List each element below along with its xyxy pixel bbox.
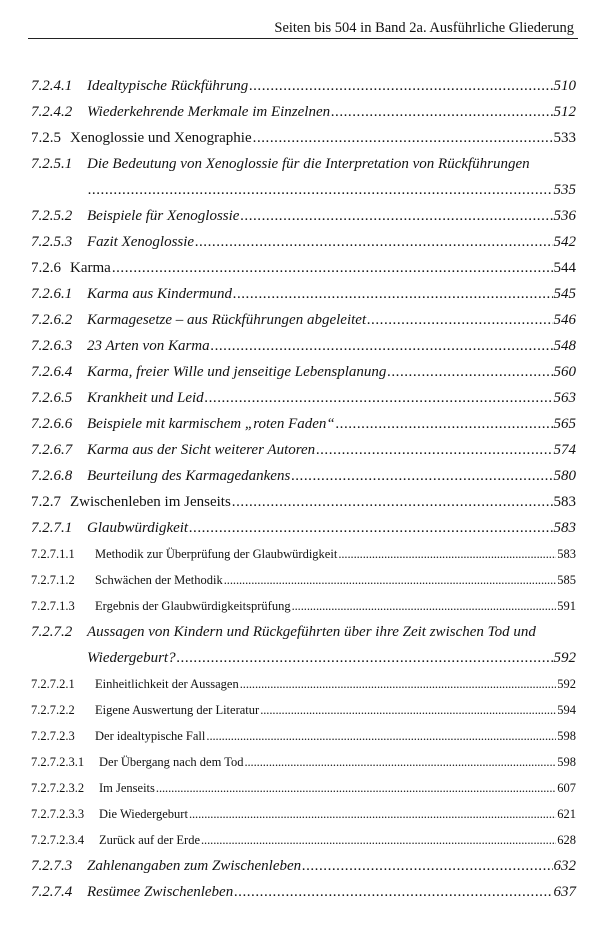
toc-entry[interactable] [31,281,576,307]
toc-entry[interactable] [31,229,576,255]
toc-entry[interactable] [31,723,576,749]
toc-page-number: 598 [557,755,576,769]
dot-leader [331,99,552,125]
toc-number: 7.2.7.2.3 [31,729,75,743]
toc-title: Der idealtypische Fall [95,729,206,743]
toc-entry[interactable] [31,333,576,359]
dot-leader [260,697,556,723]
toc-number: 7.2.4.2 [31,104,73,120]
toc-page-number: 592 [557,677,576,691]
toc-entry[interactable] [31,203,576,229]
toc-entry[interactable] [31,411,576,437]
dot-leader [206,723,556,749]
toc-title: Zahlenangaben zum Zwischenleben [87,858,302,874]
toc-entry[interactable] [31,125,576,151]
toc-page-number: 560 [553,364,576,380]
toc-number: 7.2.5 [31,130,61,146]
toc-title: Glaubwürdigkeit [87,520,189,536]
toc-number: 7.2.7 [31,494,61,510]
toc-page-number: 592 [553,650,576,666]
toc-title: Krankheit und Leid [87,390,204,406]
toc-page-number: 563 [553,390,576,406]
toc-entry[interactable] [31,515,576,541]
dot-leader [177,645,553,671]
dot-leader [336,411,553,437]
toc-page-number: 545 [553,286,576,302]
dot-leader [156,775,556,801]
toc-page-number: 598 [557,729,576,743]
toc-number: 7.2.6.4 [31,364,73,380]
toc-page-number: 535 [553,182,576,198]
toc-page-number: 533 [553,130,576,146]
dot-leader [249,73,552,99]
toc-entry[interactable] [31,827,576,853]
toc-title: Eigene Auswertung der Literatur [95,703,260,717]
toc-number: 7.2.6.5 [31,390,73,406]
dot-leader [240,203,552,229]
toc-page-number: 583 [557,547,576,561]
dot-leader [112,255,553,281]
dot-leader [292,593,557,619]
toc-page-number: 628 [557,833,576,847]
toc-title: Karma [70,260,111,276]
toc-page-number: 510 [553,78,576,94]
toc-number: 7.2.6.7 [31,442,73,458]
dot-leader [302,853,552,879]
toc-number: 7.2.7.2.3.2 [31,781,85,795]
toc-entry[interactable] [31,853,576,879]
toc-number: 7.2.6.1 [31,286,73,302]
toc-number: 7.2.7.1.1 [31,547,75,561]
toc-entry[interactable] [31,541,576,567]
toc-page-number: 637 [553,884,576,900]
dot-leader [201,827,556,853]
dot-leader [367,307,552,333]
toc-entry[interactable] [31,359,576,385]
toc-page-number: 546 [553,312,576,328]
toc-title: Fazit Xenoglossie [87,234,195,250]
toc-title: Methodik zur Überprüfung der Glaubwürdigkeit [95,547,338,561]
toc-entry[interactable] [31,619,576,671]
dot-leader [224,567,557,593]
toc-number: 7.2.6.8 [31,468,73,484]
toc-title: Karma, freier Wille und jenseitige Lebensplanung [87,364,387,380]
toc-page-number: 621 [557,807,576,821]
toc-number: 7.2.6 [31,260,61,276]
toc-page-number: 594 [557,703,576,717]
toc-title: Der Übergang nach dem Tod [99,755,244,769]
dot-leader [387,359,552,385]
toc-page-number: 574 [553,442,576,458]
toc-number: 7.2.5.1 [31,156,73,172]
toc-entry[interactable] [31,385,576,411]
toc-entry[interactable] [31,151,576,203]
toc-number: 7.2.7.1.3 [31,599,75,613]
toc-page-number: 548 [553,338,576,354]
toc-number: 7.2.7.2 [31,624,73,640]
toc-entry[interactable] [31,73,576,99]
toc-title: Die Bedeutung von Xenoglossie für die Interpretation von Rückführungen [87,156,530,172]
toc-number: 7.2.7.4 [31,884,73,900]
toc-page-number: 583 [553,520,576,536]
dot-leader [211,333,553,359]
toc-title: Einheitlichkeit der Aussagen [95,677,239,691]
toc-title: Beispiele für Xenoglossie [87,208,240,224]
toc-entry[interactable] [31,463,576,489]
dot-leader [233,281,552,307]
toc-number: 7.2.7.2.3.4 [31,833,85,847]
toc-page-number: 607 [557,781,576,795]
toc-page-number: 632 [553,858,576,874]
toc-title: Zwischenleben im Jenseits [70,494,231,510]
toc-title: Schwächen der Methodik [95,573,223,587]
dot-leader [88,177,553,203]
toc-page-number: 536 [553,208,576,224]
toc-title: Beispiele mit karmischem „roten Faden“ [87,416,335,432]
toc-entry[interactable] [31,593,576,619]
toc-entry[interactable] [31,567,576,593]
toc-number: 7.2.7.2.3.1 [31,755,85,769]
toc-number: 7.2.7.2.1 [31,677,75,691]
toc-title: Karma aus der Sicht weiterer Autoren [87,442,316,458]
table-of-contents [31,73,576,905]
toc-title: Wiederkehrende Merkmale im Einzelnen [87,104,331,120]
toc-entry[interactable] [31,775,576,801]
dot-leader [253,125,553,151]
toc-page-number: 591 [557,599,576,613]
dot-leader [205,385,553,411]
running-header [28,18,578,39]
toc-entry[interactable] [31,489,576,515]
dot-leader [189,801,556,827]
toc-entry[interactable] [31,437,576,463]
toc-title: Zurück auf der Erde [99,833,200,847]
toc-title: Resümee Zwischenleben [87,884,234,900]
toc-title: Xenoglossie und Xenographie [70,130,252,146]
toc-number: 7.2.6.3 [31,338,73,354]
toc-number: 7.2.7.1 [31,520,73,536]
dot-leader [234,879,552,905]
header-text: Seiten bis 504 in Band 2a. Ausführliche Gliederung [274,20,574,36]
toc-title: Im Jenseits [99,781,155,795]
toc-number: 7.2.6.2 [31,312,73,328]
toc-entry[interactable] [31,307,576,333]
toc-entry[interactable] [31,255,576,281]
dot-leader [338,541,556,567]
toc-title-continued: Wiedergeburt? [87,650,176,666]
toc-title: Karma aus Kindermund [87,286,233,302]
toc-number: 7.2.7.1.2 [31,573,75,587]
toc-number: 7.2.5.3 [31,234,73,250]
dot-leader [232,489,553,515]
toc-page-number: 580 [553,468,576,484]
dot-leader [240,671,557,697]
toc-entry[interactable] [31,801,576,827]
toc-number: 7.2.7.2.3.3 [31,807,85,821]
toc-page-number: 583 [553,494,576,510]
toc-title: Aussagen von Kindern und Rückgeführten über ihre Zeit zwischen Tod und [87,624,536,640]
toc-page-number: 544 [553,260,576,276]
toc-title: Beurteilung des Karmagedankens [87,468,291,484]
toc-number: 7.2.4.1 [31,78,73,94]
toc-entry[interactable] [31,671,576,697]
toc-number: 7.2.6.6 [31,416,73,432]
dot-leader [189,515,552,541]
toc-page-number: 565 [553,416,576,432]
toc-page-number: 512 [553,104,576,120]
dot-leader [244,749,556,775]
toc-number: 7.2.5.2 [31,208,73,224]
toc-title: 23 Arten von Karma [87,338,210,354]
toc-entry[interactable] [31,749,576,775]
toc-page-number: 542 [553,234,576,250]
toc-entry[interactable] [31,697,576,723]
toc-title: Idealtypische Rückführung [87,78,249,94]
toc-number: 7.2.7.2.2 [31,703,75,717]
toc-entry[interactable] [31,879,576,905]
dot-leader [291,463,552,489]
toc-page-number: 585 [557,573,576,587]
toc-title: Ergebnis der Glaubwürdigkeitsprüfung [95,599,291,613]
toc-title: Karmagesetze – aus Rückführungen abgeleitet [87,312,367,328]
dot-leader [195,229,552,255]
toc-entry[interactable] [31,99,576,125]
dot-leader [316,437,552,463]
toc-title: Die Wiedergeburt [99,807,188,821]
toc-number: 7.2.7.3 [31,858,73,874]
